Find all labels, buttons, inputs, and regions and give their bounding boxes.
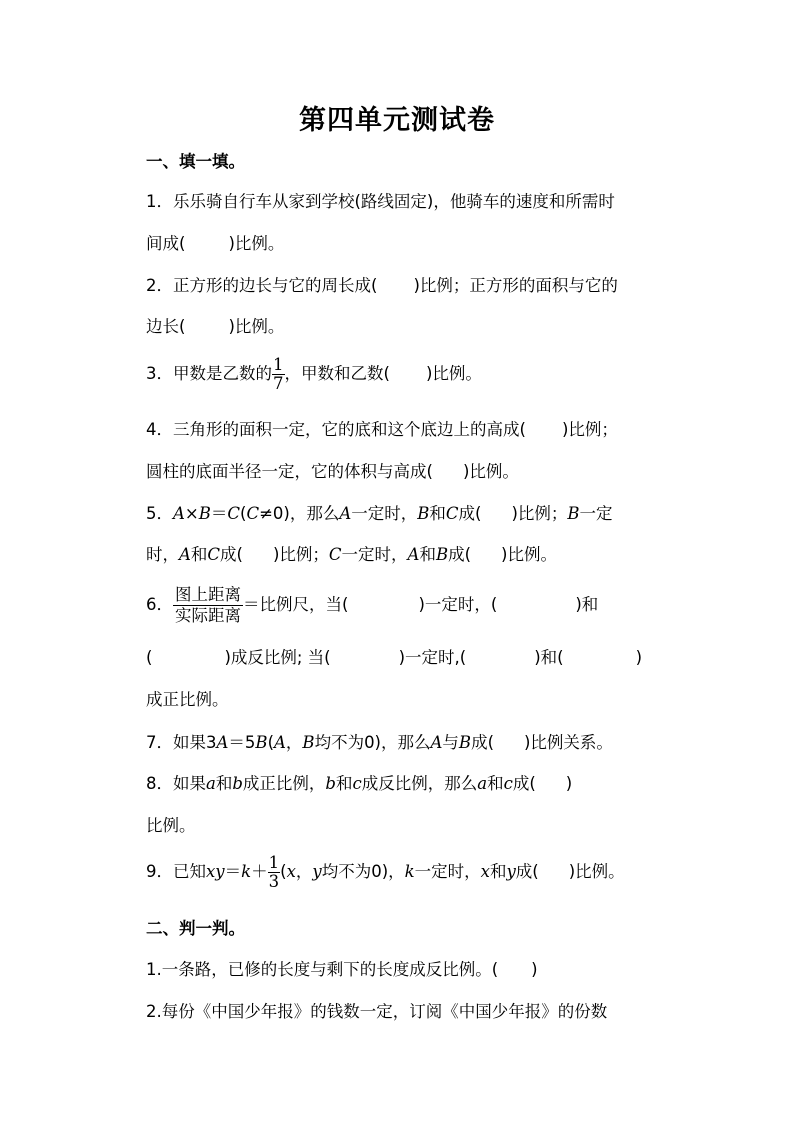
q2-text-mid: )比例；正方形的面积与它的: [413, 276, 618, 295]
q6-text: ＝比例尺，当(: [243, 595, 349, 614]
judge-question-1: 1.一条路，已修的长度与剩下的长度成反比例。( ): [146, 960, 538, 979]
var-k: k: [241, 862, 252, 881]
q6-text: )一定时,(: [398, 648, 467, 667]
q4-text-end: )比例。: [462, 462, 519, 481]
var-B: B: [255, 733, 268, 752]
q5-text: 一定: [579, 504, 613, 523]
q6-text: )和(: [534, 648, 564, 667]
var-B: B: [417, 504, 430, 523]
q2-text-start: 2．正方形的边长与它的周长成(: [146, 276, 378, 295]
question-1-line-2: [146, 233, 284, 255]
var-C: C: [207, 545, 221, 564]
q3-text-mid: ，甲数和乙数(: [284, 364, 390, 383]
var-A: A: [430, 733, 443, 752]
q5-text: )比例；: [511, 504, 568, 523]
var-c: c: [503, 774, 513, 793]
fraction-denominator: 3: [268, 872, 280, 891]
section-heading-fill-in: 一、填一填。: [146, 152, 245, 171]
question-6-line-1: [146, 584, 598, 626]
var-A: A: [407, 545, 420, 564]
q8-text: 和: [215, 774, 233, 793]
var-B: B: [567, 504, 580, 523]
q9-text: ，: [295, 862, 313, 881]
q6-text: )成反比例; 当(: [224, 648, 331, 667]
q5-text: 一定时，: [341, 545, 408, 564]
var-C: C: [328, 545, 342, 564]
q4-text-c: 圆柱的底面半径一定，它的体积与高成(: [146, 462, 433, 481]
q6-number: 6．: [146, 595, 173, 614]
var-y: y: [312, 862, 322, 881]
q8-text: 和: [335, 774, 353, 793]
q2-text-end: )比例。: [228, 317, 285, 336]
q9-text: )比例。: [568, 862, 625, 881]
q5-text: 和: [419, 545, 436, 564]
q8-text: ): [565, 774, 573, 793]
q6-text: (: [146, 648, 153, 667]
fraction-numerator: 图上距离: [175, 585, 241, 604]
question-6-line-2: [146, 647, 642, 669]
q1-text-start: 间成(: [146, 234, 186, 253]
var-A: A: [216, 733, 229, 752]
var-B: B: [435, 545, 449, 564]
q5-equals: ＝: [210, 504, 228, 523]
var-y: y: [506, 862, 516, 881]
q9-text: 成(: [515, 862, 539, 881]
q8-text: 成(: [512, 774, 536, 793]
q8-text: 成反比例，那么: [361, 774, 478, 793]
scale-formula-fraction: [173, 585, 243, 626]
q7-text: )比例关系。: [524, 733, 613, 752]
var-A: A: [179, 545, 191, 564]
q4-text-start: 4．三角形的面积一定，它的底和这个底边上的高成(: [146, 420, 526, 439]
fraction-numerator: 1: [268, 853, 280, 872]
q2-text-c: 边长(: [146, 317, 186, 336]
q5-text: 一定时，: [351, 504, 418, 523]
q9-text: (: [280, 862, 287, 881]
q5-text: )比例。: [501, 545, 557, 564]
var-C: C: [246, 504, 260, 523]
q8-text: 和: [487, 774, 504, 793]
var-C: C: [445, 504, 459, 523]
q9-text: 和: [489, 862, 507, 881]
question-5-line-2: [146, 544, 557, 566]
q3-text-start: 3．甲数是乙数的: [146, 364, 272, 383]
q7-text: 均不为0)，那么: [314, 733, 431, 752]
q9-text: 一定时，: [414, 862, 481, 881]
question-2-line-2: [146, 316, 284, 338]
q3-text-end: )比例。: [425, 364, 482, 383]
q5-paren: (: [240, 504, 247, 523]
q1-text-end: )比例。: [228, 234, 285, 253]
judge-question-2: 2.每份《中国少年报》的钱数一定，订阅《中国少年报》的份数: [146, 1002, 608, 1021]
question-4-line-1: [146, 419, 618, 441]
question-3: [146, 355, 482, 393]
question-8-line-2: 比例。: [146, 816, 196, 835]
q7-text: ，: [285, 733, 303, 752]
var-a: a: [206, 774, 216, 793]
q7-text: 7．如果3: [146, 733, 217, 752]
var-b: b: [232, 774, 243, 793]
q5-text: 成(: [220, 545, 243, 564]
var-A: A: [339, 504, 352, 523]
q5-text: 和: [190, 545, 208, 564]
question-1-line-1: 1．乐乐骑自行车从家到学校(路线固定)，他骑车的速度和所需时: [146, 192, 615, 211]
q7-text: 成(: [471, 733, 494, 752]
fraction-one-seventh: [272, 356, 285, 393]
q5-text: )比例；: [272, 545, 329, 564]
var-xy: xy: [206, 862, 225, 881]
page-title: 第四单元测试卷: [299, 105, 495, 136]
var-x: x: [480, 862, 490, 881]
var-A: A: [173, 504, 185, 523]
question-8-line-1: [146, 773, 572, 795]
var-a: a: [477, 774, 488, 793]
q5-text: 5．: [146, 504, 173, 523]
question-4-line-2: [146, 461, 519, 483]
question-7: [146, 732, 613, 754]
q8-text: 成正比例，: [242, 774, 326, 793]
var-B: B: [198, 504, 211, 523]
q5-times: ×: [184, 504, 199, 523]
q9-equals: ＝: [224, 862, 242, 881]
q4-text-mid: )比例；: [561, 420, 618, 439]
fraction-one-third: [268, 854, 281, 891]
question-5-line-1: [146, 503, 613, 525]
var-b: b: [325, 774, 336, 793]
q9-plus: ＋: [251, 862, 268, 881]
fraction-numerator: 1: [273, 355, 284, 374]
q7-text: ＝5: [228, 733, 256, 752]
section-heading-judge: 二、判一判。: [146, 919, 245, 938]
fraction-denominator: 7: [273, 374, 284, 393]
var-x: x: [286, 862, 296, 881]
q5-text: 成(: [458, 504, 482, 523]
q5-text: 和: [429, 504, 446, 523]
q7-text: 与: [442, 733, 459, 752]
var-A: A: [274, 733, 286, 752]
q5-text: ≠0)，那么: [259, 504, 340, 523]
q6-text: )一定时，(: [418, 595, 498, 614]
var-B: B: [302, 733, 315, 752]
fraction-denominator: 实际距离: [175, 606, 241, 625]
q9-text: 均不为0)，: [321, 862, 405, 881]
q9-text: 9．已知: [146, 862, 206, 881]
question-9: [146, 853, 625, 891]
var-B: B: [458, 733, 472, 752]
var-c: c: [352, 774, 362, 793]
question-2-line-1: [146, 275, 618, 297]
var-C: C: [227, 504, 241, 523]
q6-text: ): [635, 648, 643, 667]
q5-text: 成(: [448, 545, 472, 564]
q6-text: )和: [575, 595, 599, 614]
q7-text: (: [267, 733, 274, 752]
q5-text: 时，: [146, 545, 179, 564]
var-k: k: [404, 862, 415, 881]
q8-text: 8．如果: [146, 774, 206, 793]
question-6-line-3: 成正比例。: [146, 690, 229, 709]
